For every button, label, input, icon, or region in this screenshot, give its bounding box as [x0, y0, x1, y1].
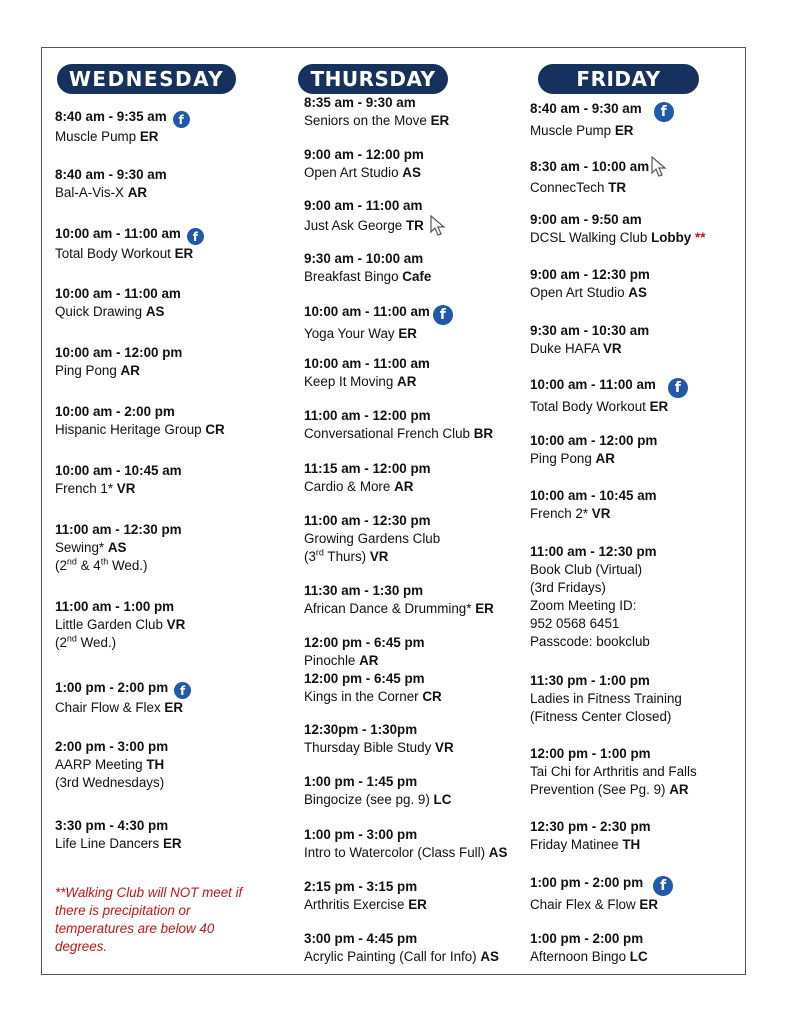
event-room: AR: [397, 374, 417, 389]
list-item: [55, 108, 190, 146]
event-time: 11:00 am - 12:30 pm: [304, 513, 431, 528]
facebook-icon[interactable]: f: [174, 682, 191, 699]
event-time: 11:15 am - 12:00 pm: [304, 461, 431, 476]
list-item: [304, 94, 449, 130]
event-title: French 2*: [530, 506, 589, 521]
event-room: VR: [602, 341, 622, 356]
event-time: 8:35 am - 9:30 am: [304, 95, 416, 110]
event-time: 11:30 am - 1:30 pm: [304, 583, 424, 598]
list-item: [304, 773, 451, 809]
list-item: [304, 670, 442, 706]
event-title: Cardio & More: [304, 479, 391, 494]
event-title: Open Art Studio: [304, 165, 399, 180]
event-room: ER: [430, 113, 450, 128]
event-time: 12:00 pm - 1:00 pm: [530, 746, 651, 761]
event-room: ER: [398, 326, 417, 341]
event-room: LC: [433, 792, 452, 807]
event-room: AR: [669, 782, 689, 797]
event-room: ER: [475, 601, 494, 616]
list-item: [55, 225, 204, 263]
list-item: [530, 543, 657, 651]
event-title: Ladies in Fitness Training: [530, 691, 682, 706]
event-room: AR: [595, 451, 615, 466]
zoom-meeting-id: 952 0568 6451: [530, 616, 620, 631]
event-room: CR: [422, 689, 442, 704]
event-room: ER: [164, 700, 184, 715]
list-item: [530, 874, 673, 914]
list-item: [530, 432, 657, 468]
event-title: Open Art Studio: [530, 285, 625, 300]
facebook-icon[interactable]: f: [653, 876, 673, 896]
list-item: [304, 634, 425, 670]
event-title: Just Ask George: [304, 218, 403, 233]
event-room: CR: [205, 422, 225, 437]
thursday-header: THURSDAY: [298, 64, 448, 94]
event-room: AR: [127, 185, 148, 200]
event-room: VR: [591, 506, 611, 521]
event-room: ER: [639, 897, 659, 912]
list-item: [304, 355, 430, 391]
event-title: Arthritis Exercise: [304, 897, 405, 912]
event-room: Lobby: [651, 230, 692, 245]
event-time: 10:00 am - 2:00 pm: [55, 404, 175, 419]
list-item: [530, 156, 667, 197]
list-item: [55, 344, 182, 380]
event-title: Friday Matinee: [530, 837, 619, 852]
event-time: 12:00 pm - 6:45 pm: [304, 635, 425, 650]
event-time: 9:00 am - 12:00 pm: [304, 147, 424, 162]
event-room: ER: [139, 129, 159, 144]
event-room: AS: [480, 949, 499, 964]
event-room: ER: [408, 897, 427, 912]
list-item: [55, 403, 225, 439]
list-item: [55, 462, 182, 498]
facebook-icon[interactable]: f: [668, 378, 688, 398]
event-title: Seniors on the Move: [304, 113, 427, 128]
event-time: 9:00 am - 12:30 pm: [530, 267, 650, 282]
event-time: 10:00 am - 10:45 am: [55, 463, 182, 478]
event-title: Total Body Workout: [530, 399, 646, 414]
event-room: ER: [162, 836, 182, 851]
list-item: [530, 376, 688, 416]
event-title: Total Body Workout: [55, 246, 171, 261]
event-title: Intro to Watercolor (Class Full): [304, 845, 486, 860]
event-title: Life Line Dancers: [55, 836, 160, 851]
event-title: Acrylic Painting (Call for Info): [304, 949, 477, 964]
event-title: Sewing*: [55, 540, 105, 555]
event-title: Keep It Moving: [304, 374, 398, 389]
event-time: 12:30 pm - 2:30 pm: [530, 819, 651, 834]
event-room: AS: [107, 540, 127, 555]
list-item: [530, 818, 651, 854]
event-time: 2:00 pm - 3:00 pm: [55, 739, 169, 754]
asterisk-marker: **: [694, 230, 706, 245]
event-time: 10:00 am - 11:00 am: [530, 377, 656, 392]
event-title: Prevention (See Pg. 9): [530, 782, 666, 797]
event-time: 10:00 am - 11:00 am: [304, 304, 430, 319]
event-time: 3:30 pm - 4:30 pm: [55, 818, 169, 833]
friday-header: FRIDAY: [538, 64, 699, 94]
event-title: Muscle Pump: [530, 123, 612, 138]
event-detail: (3rd Fridays): [530, 580, 606, 595]
event-room: VR: [116, 481, 136, 496]
facebook-icon[interactable]: f: [173, 111, 190, 128]
mouse-cursor-icon: [651, 156, 667, 183]
event-title: Ping Pong: [530, 451, 592, 466]
list-item: [530, 487, 657, 523]
event-time: 11:30 pm - 1:00 pm: [530, 673, 650, 688]
event-room: BR: [473, 426, 494, 441]
mouse-cursor-icon: [430, 215, 446, 242]
event-time: 9:30 am - 10:30 am: [530, 323, 650, 338]
event-time: 10:00 am - 12:00 pm: [55, 345, 183, 360]
event-room: AR: [359, 653, 379, 668]
event-title: Book Club (Virtual): [530, 562, 643, 577]
event-time: 3:00 pm - 4:45 pm: [304, 931, 418, 946]
event-room: AS: [145, 304, 165, 319]
event-time: 1:00 pm - 2:00 pm: [530, 875, 644, 890]
list-item: [530, 745, 697, 799]
event-title: Quick Drawing: [55, 304, 143, 319]
event-time: 1:00 pm - 2:00 pm: [530, 931, 644, 946]
event-title: Thursday Bible Study: [304, 740, 432, 755]
event-title: French 1*: [55, 481, 114, 496]
list-item: [304, 460, 431, 496]
event-room: Cafe: [402, 269, 432, 284]
event-time: 12:30pm - 1:30pm: [304, 722, 418, 737]
event-time: 10:00 am - 11:00 am: [55, 226, 181, 241]
event-time: 1:00 pm - 2:00 pm: [55, 680, 169, 695]
event-time: 1:00 pm - 3:00 pm: [304, 827, 418, 842]
event-time: 9:00 am - 9:50 am: [530, 212, 642, 227]
event-room: VR: [435, 740, 454, 755]
facebook-icon[interactable]: f: [433, 305, 453, 325]
event-room: ER: [174, 246, 194, 261]
event-title: Ping Pong: [55, 363, 117, 378]
event-room: VR: [369, 549, 389, 564]
event-title: Chair Flex & Flow: [530, 897, 636, 912]
event-room: LC: [629, 949, 648, 964]
list-item: [530, 672, 682, 726]
walking-club-footnote: **Walking Club will NOT meet if there is precipitation or temperatures are below 40 degrees.: [55, 885, 243, 954]
event-room: TR: [405, 218, 424, 233]
event-room: VR: [166, 617, 186, 632]
list-item: [55, 738, 168, 792]
event-title: Duke HAFA: [530, 341, 600, 356]
event-room: AR: [120, 363, 140, 378]
list-item: [304, 878, 427, 914]
list-item: [530, 211, 705, 247]
event-title: Kings in the Corner: [304, 689, 419, 704]
event-time: 8:40 am - 9:30 am: [55, 167, 167, 182]
list-item: [530, 322, 649, 358]
list-item: 11:00 am - 12:30 pm Growing Gardens Club (3rd Thurs) VR: [304, 513, 441, 564]
event-title: Bal-A-Vis-X: [55, 185, 124, 200]
list-item: [55, 285, 181, 321]
event-title: Hispanic Heritage Group: [55, 422, 202, 437]
event-room: ER: [649, 399, 669, 414]
event-time: 9:00 am - 11:00 am: [304, 198, 423, 213]
wednesday-header: WEDNESDAY: [57, 64, 236, 94]
event-room: AS: [402, 165, 421, 180]
event-room: TH: [622, 837, 641, 852]
event-time: 8:30 am - 10:00 am: [530, 159, 650, 174]
event-time: 9:30 am - 10:00 am: [304, 251, 424, 266]
event-time: 10:00 am - 11:00 am: [55, 286, 181, 301]
event-time: 10:00 am - 12:00 pm: [530, 433, 658, 448]
list-item: [304, 721, 454, 757]
list-item: [530, 100, 674, 140]
event-title: Chair Flow & Flex: [55, 700, 161, 715]
list-item: [530, 266, 650, 302]
list-item: [55, 166, 167, 202]
event-room: AR: [394, 479, 414, 494]
event-title: AARP Meeting: [55, 757, 143, 772]
list-item: [304, 146, 424, 182]
event-title: Muscle Pump: [55, 129, 137, 144]
event-title: Tai Chi for Arthritis and Falls: [530, 764, 697, 779]
list-item: [304, 250, 431, 286]
list-item: [304, 582, 494, 618]
list-item: [304, 407, 493, 443]
list-item: [304, 930, 499, 966]
event-title: Bingocize (see pg. 9): [304, 792, 430, 807]
event-title: Breakfast Bingo: [304, 269, 399, 284]
event-title: Growing Gardens Club: [304, 531, 441, 546]
event-title: Conversational French Club: [304, 426, 470, 441]
event-detail: Zoom Meeting ID:: [530, 598, 637, 613]
event-time: 11:00 am - 1:00 pm: [55, 599, 175, 614]
event-room: TH: [146, 757, 165, 772]
event-title: Afternoon Bingo: [530, 949, 627, 964]
event-title: African Dance & Drumming*: [304, 601, 472, 616]
event-detail: (Fitness Center Closed): [530, 709, 672, 724]
event-room: AS: [488, 845, 508, 860]
event-title: Yoga Your Way: [304, 326, 395, 341]
event-note: (2nd & 4th Wed.): [55, 556, 148, 573]
list-item: [304, 197, 446, 242]
event-time: 1:00 pm - 1:45 pm: [304, 774, 418, 789]
list-item: [304, 826, 507, 862]
list-item: [530, 930, 648, 966]
facebook-icon[interactable]: f: [654, 102, 674, 122]
event-note: (3rd Wednesdays): [55, 775, 165, 790]
event-time: 8:40 am - 9:35 am: [55, 109, 167, 124]
event-room: ER: [614, 123, 634, 138]
facebook-icon[interactable]: f: [187, 228, 204, 245]
list-item: [304, 303, 453, 343]
event-time: 10:00 am - 10:45 am: [530, 488, 657, 503]
event-title: DCSL Walking Club: [530, 230, 648, 245]
zoom-passcode: Passcode: bookclub: [530, 634, 650, 649]
event-time: 12:00 pm - 6:45 pm: [304, 671, 425, 686]
list-item: [55, 817, 182, 853]
event-time: 11:00 am - 12:30 pm: [55, 522, 182, 537]
event-room: TR: [608, 180, 627, 195]
event-title: ConnecTech: [530, 180, 605, 195]
event-time: 10:00 am - 11:00 am: [304, 356, 430, 371]
event-time: 8:40 am - 9:30 am: [530, 101, 642, 116]
event-title: Little Garden Club: [55, 617, 163, 632]
list-item: [55, 521, 182, 575]
event-title: Pinochle: [304, 653, 356, 668]
event-note: (2nd Wed.): [55, 633, 117, 650]
event-time: 2:15 pm - 3:15 pm: [304, 879, 418, 894]
list-item: [55, 679, 191, 717]
event-time: 11:00 am - 12:00 pm: [304, 408, 431, 423]
event-time: 11:00 am - 12:30 pm: [530, 544, 657, 559]
event-room: AS: [628, 285, 647, 300]
list-item: [55, 598, 185, 652]
